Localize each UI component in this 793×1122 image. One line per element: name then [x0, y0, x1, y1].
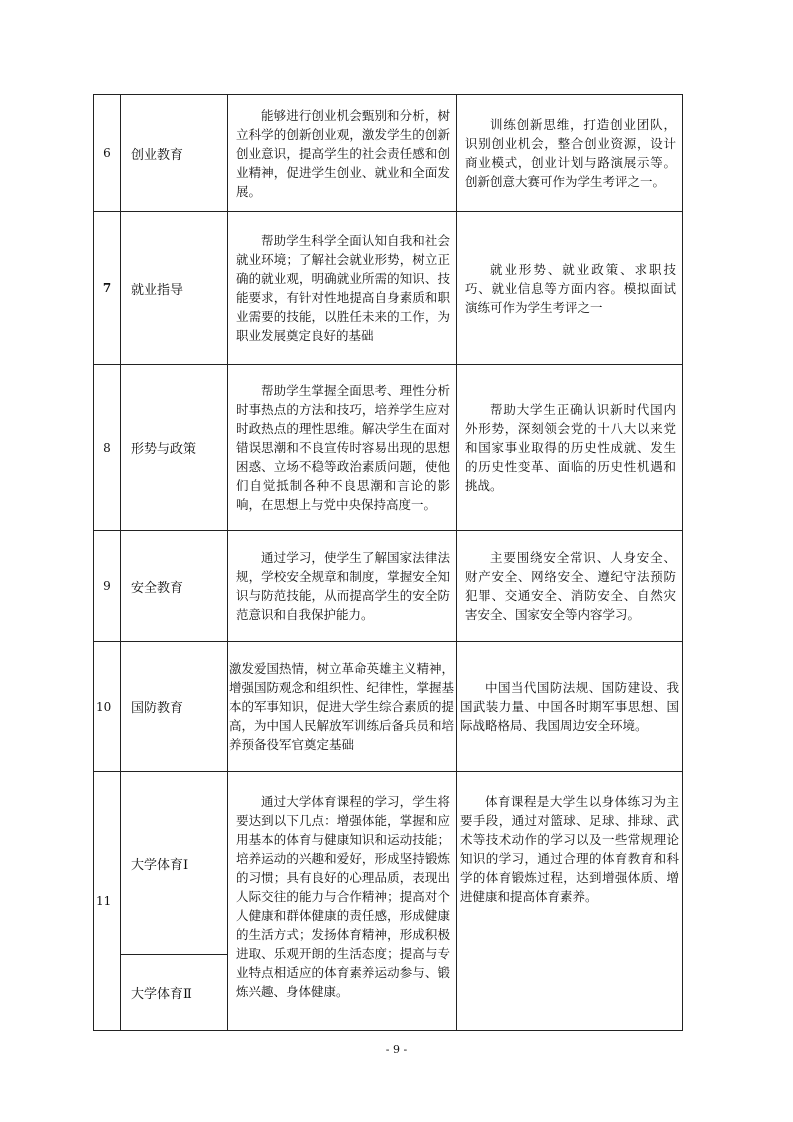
course-content: 就业形势、就业政策、求职技巧、就业信息等方面内容。模拟面试演练可作为学生考评之一 — [457, 212, 683, 365]
course-goal: 通过大学体育课程的学习，学生将要达到以下几点：增强体能，掌握和应用基本的体育与健康知识和运动技能；培养运动的兴趣和爱好，形成坚持锻炼的习惯；具有良好的心理品质，表现出人际交往的能力与合作精神；提高对个人健康和群体健康的责任感，形成健康的生活方式；发扬体育精神，形成积极进取、乐观开朗的生活态度；提高与专业特点相适应的体育素养运动参与、锻炼兴趣、身体健康。 — [228, 772, 457, 1031]
row-number: 10 — [94, 642, 121, 772]
table-row — [94, 772, 683, 955]
course-content: 帮助大学生正确认识新时代国内外形势，深刻领会党的十八大以来党和国家事业取得的历史性成就、发生的历史性变革、面临的历史性机遇和挑战。 — [457, 365, 683, 531]
course-table — [93, 94, 683, 1031]
course-name: 国防教育 — [121, 642, 228, 772]
course-name: 安全教育 — [121, 531, 228, 642]
row-number: 8 — [94, 365, 121, 531]
row-number: 7 — [94, 212, 121, 365]
course-goal: 帮助学生掌握全面思考、理性分析时事热点的方法和技巧，培养学生应对时政热点的理性思维。解决学生在面对错误思潮和不良宣传时容易出现的思想困惑、立场不稳等政治素质问题，使他们自觉抵制各种不良思潮和言论的影响，在思想上与党中央保持高度一。 — [228, 365, 457, 531]
course-goal: 能够进行创业机会甄别和分析，树立科学的创新创业观，激发学生的创新创业意识，提高学生的社会责任感和创业精神，促进学生创业、就业和全面发展。 — [228, 95, 457, 212]
course-name-2: 大学体育Ⅱ — [121, 955, 228, 1031]
table-row — [94, 365, 683, 531]
row-number: 11 — [94, 772, 121, 1031]
row-number: 6 — [94, 95, 121, 212]
course-goal: 激发爱国热情，树立革命英雄主义精神，增强国防观念和组织性、纪律性，掌握基本的军事知识，促进大学生综合素质的提高，为中国人民解放军训练后备兵员和培养预备役军官奠定基础 — [228, 642, 457, 772]
row-number: 9 — [94, 531, 121, 642]
course-content: 中国当代国防法规、国防建设、我国武装力量、中国各时期军事思想、国际战略格局、我国周边安全环境。 — [457, 642, 683, 772]
page-number: - 9 - — [385, 1043, 408, 1056]
table-row — [94, 642, 683, 772]
course-name: 大学体育Ⅰ — [121, 772, 228, 955]
course-name: 形势与政策 — [121, 365, 228, 531]
course-content: 体育课程是大学生以身体练习为主要手段，通过对篮球、足球、排球、武术等技术动作的学习以及一些常规理论知识的学习，通过合理的体育教育和科学的体育锻炼过程，达到增强体质、增进健康和提高体育素养。 — [457, 772, 683, 1031]
course-name: 就业指导 — [121, 212, 228, 365]
table-row — [94, 531, 683, 642]
course-content: 训练创新思维，打造创业团队，识别创业机会，整合创业资源，设计商业模式，创业计划与路演展示等。创新创意大赛可作为学生考评之一。 — [457, 95, 683, 212]
table-row — [94, 95, 683, 212]
table-row — [94, 212, 683, 365]
course-goal: 通过学习，使学生了解国家法律法规，学校安全规章和制度，掌握安全知识与防范技能，从而提高学生的安全防范意识和自我保护能力。 — [228, 531, 457, 642]
course-name: 创业教育 — [121, 95, 228, 212]
course-content: 主要围绕安全常识、人身安全、财产安全、网络安全、遵纪守法预防犯罪、交通安全、消防安全、自然灾害安全、国家安全等内容学习。 — [457, 531, 683, 642]
course-goal: 帮助学生科学全面认知自我和社会就业环境；了解社会就业形势，树立正确的就业观，明确就业所需的知识、技能要求，有针对性地提高自身素质和职业需要的技能，以胜任未来的工作，为职业发展奠定良好的基础 — [228, 212, 457, 365]
